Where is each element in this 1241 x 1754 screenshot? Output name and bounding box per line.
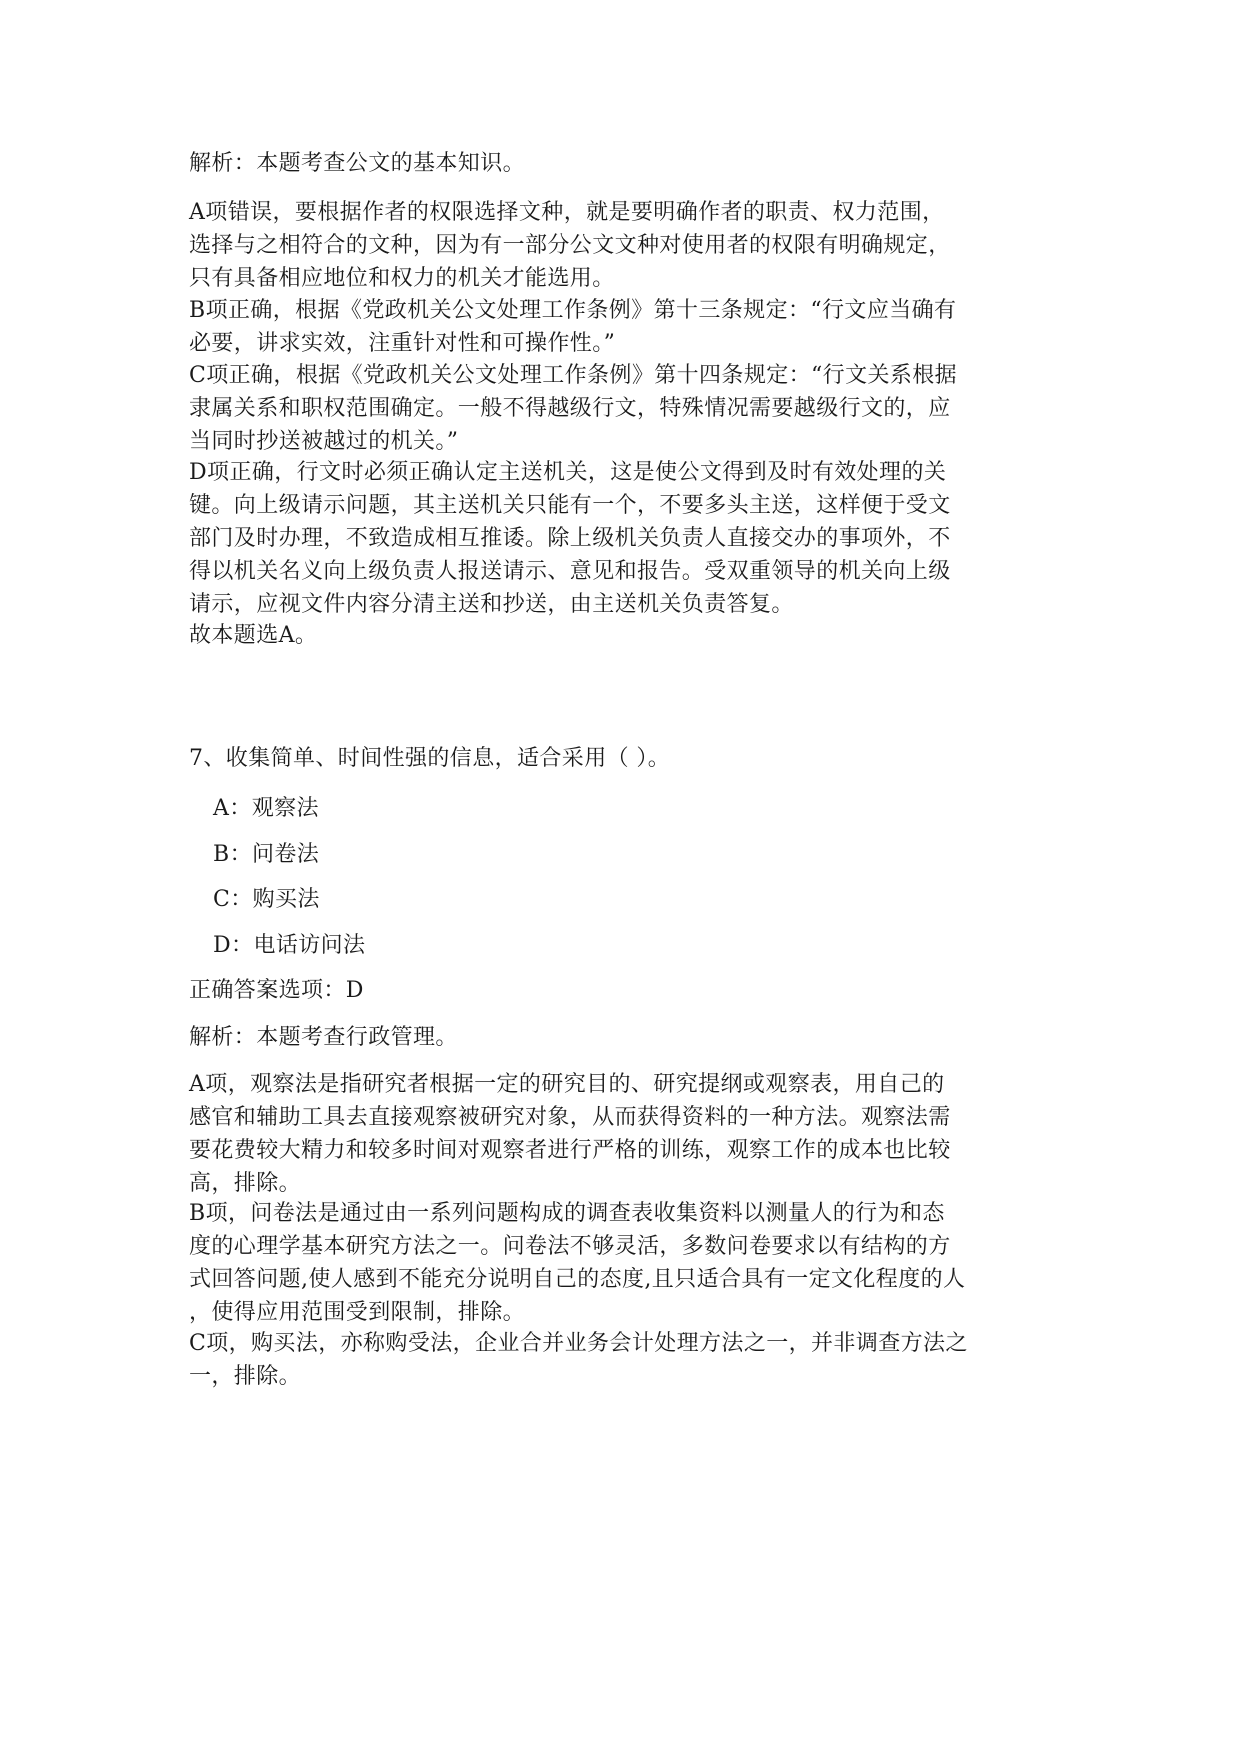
correct-answer: 正确答案选项：D [189,978,364,1003]
document-page [189,0,1069,1754]
analysis-paragraph-b: B项，问卷法是通过由一系列问题构成的调查表收集资料以测量人的行为和态 度的心理学基本研究方法之一。问卷法不够灵活，多数问卷要求以有结构的方 式回答问题,使人感到不能充分说明自己的态度,且只适合具有一定文化程度的人 ，使得应用范围受到限制，排除。 [189,1201,966,1325]
analysis-paragraph-d: D项正确，行文时必须正确认定主送机关，这是使公文得到及时有效处理的关 键。向上级请示问题，其主送机关只能有一个，不要多头主送，这样便于受文 部门及时办理，不致造成相互推诿。除上级机关负责人直接交办的事项外，不 得以机关名义向上级负责人报送请示、意见和报告。受双重领导的机关向上级 请示，应视文件内容分清主送和抄送，由主送机关负责答复。 [189,460,951,617]
analysis-heading: 解析：本题考查公文的基本知识。 [189,151,526,176]
option-b: B：问卷法 [213,842,320,867]
option-c: C：购买法 [213,887,320,912]
analysis-paragraph-a: A项错误，要根据作者的权限选择文种，就是要明确作者的职责、权力范围， 选择与之相符合的文种，因为有一部分公文文种对使用者的权限有明确规定， 只有具备相应地位和权力的机关才能选用。 [189,200,951,291]
analysis-paragraph-a: A项，观察法是指研究者根据一定的研究目的、研究提纲或观察表，用自己的 感官和辅助工具去直接观察被研究对象，从而获得资料的一种方法。观察法需 要花费较大精力和较多时间对观察者进行严格的训练，观察工作的成本也比较 高，排除。 [189,1072,951,1196]
option-a: A：观察法 [213,796,319,821]
question-stem: 7、收集简单、时间性强的信息，适合采用（ ）。 [189,746,671,771]
analysis-heading: 解析：本题考查行政管理。 [189,1025,458,1050]
option-d: D：电话访问法 [213,933,366,958]
analysis-paragraph-b: B项正确，根据《党政机关公文处理工作条例》第十三条规定：“行文应当确有 必要，讲求实效，注重针对性和可操作性。” [189,298,957,356]
analysis-paragraph-c: C项，购买法，亦称购受法，企业合并业务会计处理方法之一，并非调查方法之 一，排除。 [189,1331,968,1389]
analysis-paragraph-c: C项正确，根据《党政机关公文处理工作条例》第十四条规定：“行文关系根据 隶属关系和职权范围确定。一般不得越级行文，特殊情况需要越级行文的，应 当同时抄送被越过的机关。” [189,363,958,454]
conclusion: 故本题选A。 [189,623,318,648]
